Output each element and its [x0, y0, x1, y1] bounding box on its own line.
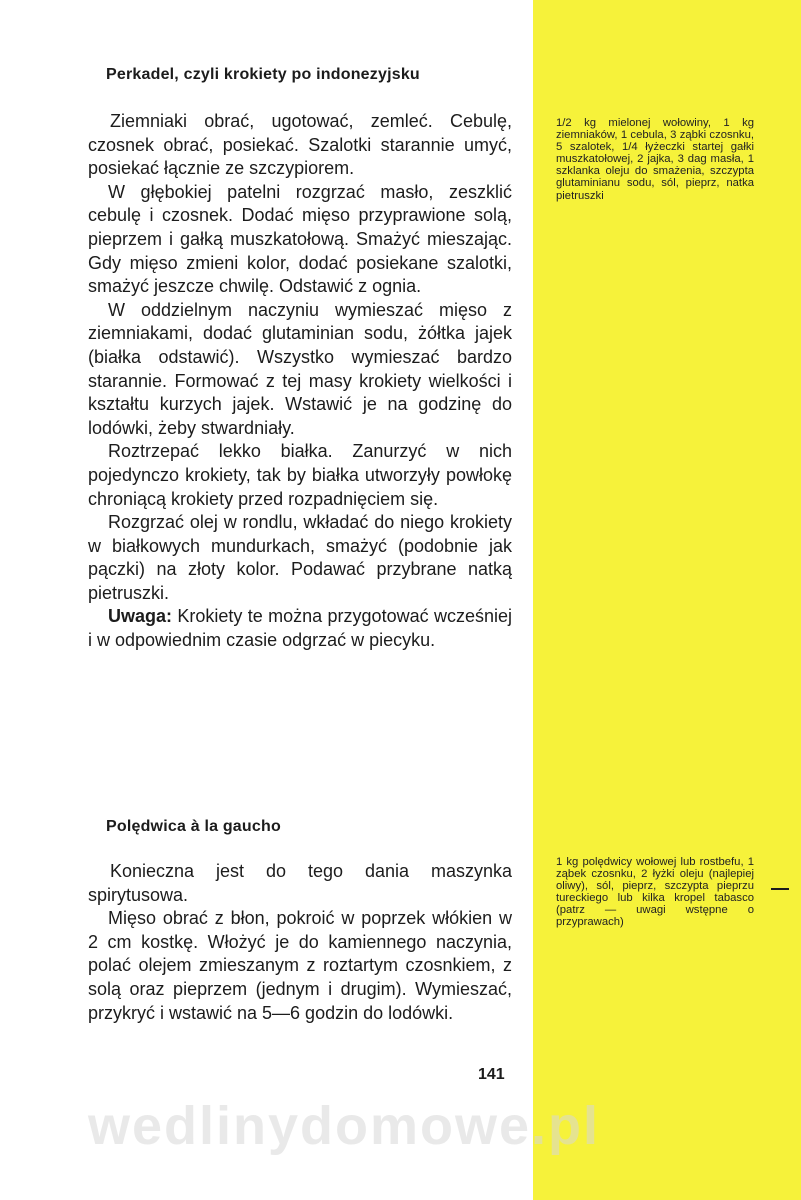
- paragraph: Mięso obrać z błon, pokroić w poprzek włókien w 2 cm kostkę. Włożyć je do kamiennego naczynia, polać olejem zmieszanym z roztartym czosnkiem, z solą oraz pieprzem (jednym i drugim). Wymieszać, przykryć i wstawić na 5—6 godzin do lodówki.: [88, 908, 512, 1023]
- recipe-body-perkadel: [88, 110, 512, 653]
- ingredients-gaucho: 1 kg polędwicy wołowej lub rostbefu, 1 ząbek czosnku, 2 łyżki oleju (najlepiej oliwy), sól, pieprz, szczypta pieprzu tureckiego lub kilka kropel tabasco (patrz — uwagi wstępne o przyprawach): [556, 856, 754, 929]
- recipe-title-perkadel: Perkadel, czyli krokiety po indonezyjsku: [106, 66, 420, 83]
- note-paragraph: [88, 605, 512, 652]
- page-number: 141: [478, 1066, 505, 1083]
- paragraph: Ziemniaki obrać, ugotować, zemleć. Cebulę, czosnek obrać, posiekać. Szalotki starannie umyć, posiekać łącznie ze szczypiorem.: [88, 111, 512, 179]
- ingredients-perkadel: 1/2 kg mielonej wołowiny, 1 kg ziemniaków, 1 cebula, 3 ząbki czosnku, 5 szalotek, 1/4 łyżeczki startej gałki muszkatołowej, 2 jajka, 3 dag masła, 1 szklanka oleju do smażenia, szczypta glutaminianu sodu, sól, pieprz, natka pietruszki: [556, 117, 754, 202]
- paragraph: W głębokiej patelni rozgrzać masło, zeszklić cebulę i czosnek. Dodać mięso przyprawione solą, pieprzem i gałką muszkatołową. Smażyć mieszając. Gdy mięso zmieni kolor, dodać posiekane szalotki, smażyć jeszcze chwilę. Odstawić z ognia.: [88, 181, 512, 297]
- recipe-body-gaucho: [88, 860, 512, 1025]
- paragraph: Konieczna jest do tego dania maszynka spirytusowa.: [88, 861, 512, 905]
- note-text: Krokiety te można przygotować wcześniej i w odpowiednim czasie odgrzać w piecyku.: [88, 606, 512, 651]
- recipe-title-gaucho: Polędwica à la gaucho: [106, 818, 281, 835]
- paragraph: W oddzielnym naczyniu wymieszać mięso z ziemniakami, dodać glutaminian sodu, żółtka jajek (białka odstawić). Wszystko wymieszać bardzo starannie. Formować z tej masy krokiety wielkości i kształtu kurzych jajek. Wstawić je na godzinę do lodówki, żeby stwardniały.: [88, 299, 512, 438]
- watermark: wedlinydomowe.pl: [88, 1096, 601, 1156]
- paragraph: Rozgrzać olej w rondlu, wkładać do niego krokiety w białkowych mundurkach, smażyć (podobnie jak pączki) na złoty kolor. Podawać przybrane natką pietruszki.: [88, 512, 512, 603]
- margin-dash-mark: [771, 888, 789, 890]
- paragraph: Roztrzepać lekko białka. Zanurzyć w nich pojedynczo krokiety, tak by białka utworzyły powłokę chroniącą krokiety przed rozpadnięciem się.: [88, 441, 512, 509]
- note-label: Uwaga:: [108, 606, 173, 627]
